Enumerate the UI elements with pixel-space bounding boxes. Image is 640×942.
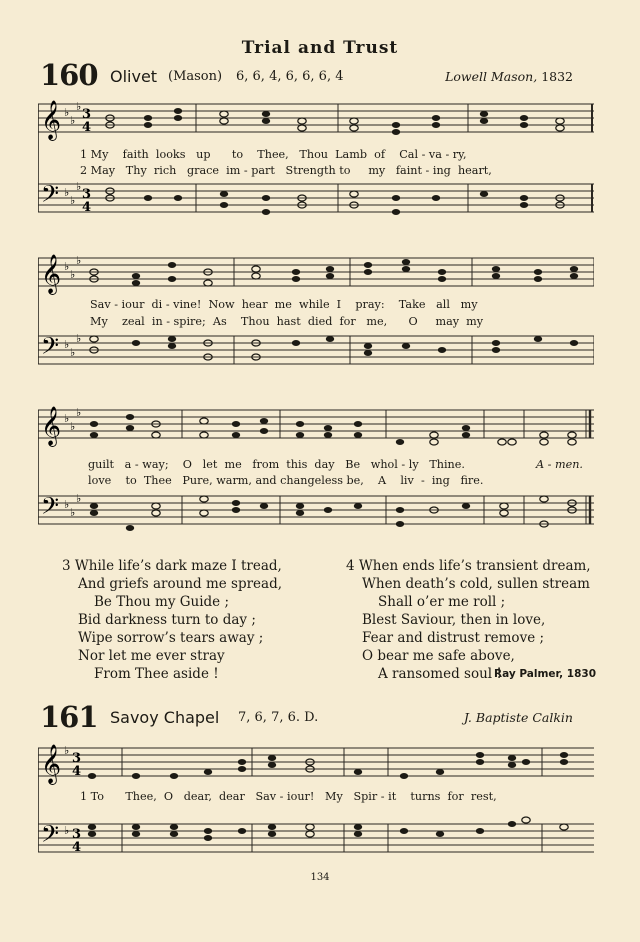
stanza-line: And griefs around me spread,	[78, 576, 283, 592]
svg-text:3: 3	[82, 187, 92, 202]
svg-text:♭: ♭	[64, 412, 70, 425]
stanza-line: Fear and distrust remove ;	[362, 630, 545, 646]
svg-text:♭: ♭	[64, 824, 70, 837]
tune-alt-name: (Mason)	[168, 69, 223, 84]
lyric-160-s1-l1: 1 My faith looks up to Thee, Thou Lamb of Cal - va - ry,	[80, 148, 467, 161]
author-credit: Ray Palmer, 1830	[494, 668, 597, 680]
svg-text:4: 4	[72, 840, 82, 855]
treble-clef-icon: 𝄞	[41, 254, 62, 294]
treble-clef-icon: 𝄞	[41, 406, 62, 446]
svg-text:♭: ♭	[70, 268, 76, 281]
lyric-160-s1-l2: 2 May Thy rich grace im - part Strength to my faint - ing heart,	[80, 164, 492, 177]
tune-name-savoy-chapel: Savoy Chapel	[110, 708, 220, 727]
svg-text:♭: ♭	[64, 260, 70, 273]
stanza-line: From Thee aside !	[94, 666, 219, 682]
page-number: 134	[310, 872, 330, 883]
svg-text:♭: ♭	[64, 186, 70, 199]
svg-text:♭: ♭	[70, 194, 76, 207]
stanza-line: Blest Saviour, then in love,	[362, 612, 546, 628]
stanza-line: 4 When ends life’s transient dream,	[346, 558, 591, 574]
tune-name-olivet: Olivet	[110, 67, 158, 86]
stanza-3	[62, 557, 282, 683]
svg-text:3: 3	[72, 827, 82, 842]
lyric-160-s3-l1: guilt a - way; O let me from this day Be whol - ly Thine.	[88, 458, 465, 471]
svg-text:♭: ♭	[76, 492, 82, 505]
svg-text:4: 4	[72, 764, 82, 779]
svg-text:♭: ♭	[70, 114, 76, 127]
stanza-line: Shall o’er me roll ;	[378, 594, 506, 610]
hymn-number-160: 160	[40, 58, 98, 92]
bass-clef-icon: 𝄢	[41, 332, 60, 365]
hymn-number-161: 161	[40, 700, 98, 734]
svg-text:♭: ♭	[64, 338, 70, 351]
svg-text:♭: ♭	[76, 332, 82, 345]
svg-text:♭: ♭	[70, 346, 76, 359]
svg-text:♭: ♭	[70, 506, 76, 519]
stanza-line: Nor let me ever stray	[78, 648, 225, 664]
stanza-line: O bear me safe above,	[362, 648, 515, 664]
svg-text:3: 3	[72, 751, 82, 766]
staff-svg	[38, 246, 594, 376]
stanza-line: Be Thou my Guide ;	[94, 594, 229, 610]
stanza-line: Wipe sorrow’s tears away ;	[78, 630, 264, 646]
stanza-line: 3 While life’s dark maze I tread,	[62, 558, 282, 574]
music-system-2	[38, 246, 594, 376]
lyric-160-s2-l2: My zeal in - spire; As Thou hast died for me, O may my	[90, 315, 484, 328]
meter-161: 7, 6, 7, 6. D.	[238, 710, 319, 725]
treble-clef-icon: 𝄞	[41, 100, 62, 140]
bass-clef-icon: 𝄢	[41, 820, 60, 853]
svg-text:♭: ♭	[64, 744, 70, 757]
composer-name: Lowell Mason	[445, 69, 534, 84]
treble-clef-icon: 𝄞	[41, 744, 62, 784]
stanza-line: When death’s cold, sullen stream	[362, 576, 590, 592]
section-title: Trial and Trust	[241, 38, 399, 58]
svg-text:♭: ♭	[70, 420, 76, 433]
meter-160: 6, 6, 4, 6, 6, 6, 4	[236, 69, 344, 84]
svg-text:3: 3	[82, 107, 92, 122]
composer-year: 1832	[541, 69, 573, 84]
bass-clef-icon: 𝄢	[41, 180, 60, 213]
svg-text:♭: ♭	[64, 106, 70, 119]
stanza-line: A ransomed soul !	[378, 666, 502, 682]
composer-161: J. Baptiste Calkin	[463, 710, 573, 725]
svg-text:4: 4	[82, 200, 92, 215]
svg-text:♭: ♭	[76, 254, 82, 267]
svg-text:4: 4	[82, 120, 92, 135]
svg-text:♭: ♭	[64, 498, 70, 511]
svg-text:♭: ♭	[76, 180, 82, 193]
lyric-160-s3-l2: love to Thee Pure, warm, and changeless be, A liv - ing fire.	[88, 474, 484, 487]
stanza-4	[346, 557, 591, 683]
svg-text:♭: ♭	[76, 406, 82, 419]
bass-clef-icon: 𝄢	[41, 492, 60, 525]
composer-160: Lowell Mason, 1832	[445, 69, 573, 84]
lyric-161-l1: 1 To Thee, O dear, dear Sav - iour! My Spir - it turns for rest,	[80, 790, 497, 803]
lyric-160-s2-l1: Sav - iour di - vine! Now hear me while I pray: Take all my	[90, 298, 478, 311]
svg-text:♭: ♭	[76, 100, 82, 113]
stanza-line: Bid darkness turn to day ;	[78, 612, 256, 628]
amen-label: A - men.	[536, 458, 583, 471]
